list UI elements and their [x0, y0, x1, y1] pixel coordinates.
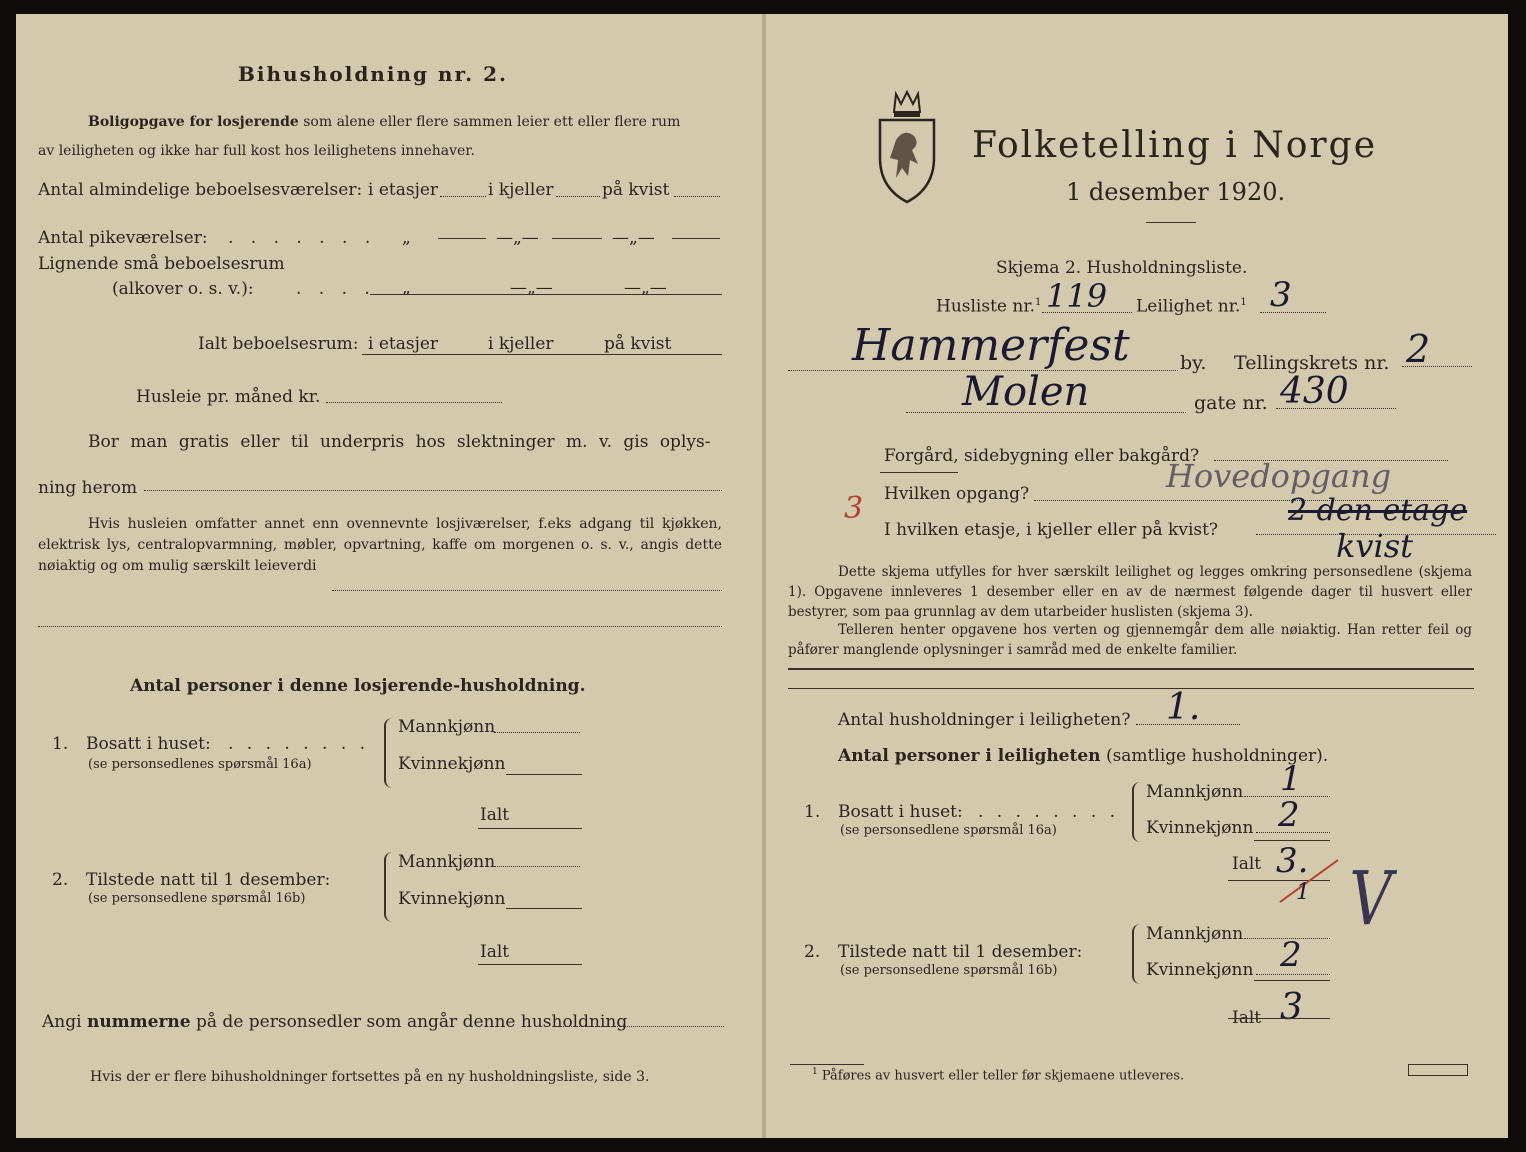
hw-etasje: 2 den etage	[1288, 493, 1468, 528]
folketelling-title: Folketelling i Norge	[972, 125, 1377, 166]
census-date: 1 desember 1920.	[1066, 178, 1286, 206]
l-q2-sub: (se personsedlene spørsmål 16b)	[88, 891, 306, 906]
l-q1-mann: Mannkjønn	[398, 717, 496, 737]
ialt-kjeller-label: i kjeller	[488, 334, 554, 354]
pike-ditto-c: —„—	[612, 228, 655, 248]
ant-hush-label: Antal husholdninger i leiligheten?	[838, 710, 1131, 730]
l-q1-kvinne: Kvinnekjønn	[398, 754, 506, 774]
antal-losjerende-heading: Antal personer i denne losjerende-husholdning.	[130, 676, 586, 696]
red-correction-stroke	[1276, 856, 1346, 906]
l-q1-sub: (se personsedlenes spørsmål 16a)	[88, 757, 312, 772]
printer-stamp	[1408, 1064, 1468, 1076]
r-q2-kvinne: Kvinnekjønn	[1146, 960, 1254, 980]
hw-husholdninger: 1.	[1166, 687, 1201, 728]
r-q2-mann: Mannkjønn	[1146, 924, 1244, 944]
intro-line2: av leiligheten og ikke har full kost hos leilighetens innehaver.	[38, 143, 475, 159]
rooms-label: Antal almindelige beboelsesværelser:	[38, 180, 363, 200]
hw-husliste-nr: 119	[1046, 277, 1108, 315]
l-q1-ialt: Ialt	[480, 805, 510, 825]
bihusholdning-title: Bihusholdning nr. 2.	[238, 62, 508, 86]
ant-pers-rest: (samtlige husholdninger).	[1105, 746, 1329, 766]
hw-q2-kvinne: 2	[1280, 935, 1302, 975]
lign-ditto-a: „	[402, 278, 411, 298]
r-q1-sub: (se personsedlene spørsmål 16a)	[840, 823, 1057, 838]
pike-ditto-b: —„—	[496, 228, 539, 248]
l-q2-label: Tilstede natt til 1 desember:	[86, 870, 331, 890]
l-q1-num: 1.	[52, 734, 69, 754]
lign-ditto-c: —„—	[624, 278, 667, 298]
hw-q2-ialt: 3	[1280, 987, 1303, 1028]
hvis-paragraph: Hvis husleien omfatter annet enn ovennevnte losjiværelser, f.eks adgang til kjøkken, elektrisk lys, centralopvarmning, møbler, opvartning, kaffe om morgenen o. s. v., angis dette nøiaktig og om mulig særskilt leieverdi	[38, 516, 722, 574]
dette-paragraph: Dette skjema utfylles for hver særskilt leilighet og legges omkring personsedlene (skjema 1). Opgavene innleveres 1 desember eller en av de nærmest følgende dager til husvert eller bestyrer, som paa grunnlag av dem utarbeider huslisten (skjema 3).	[788, 564, 1472, 620]
rooms-kjeller-label: i kjeller	[488, 180, 554, 200]
opgang-label: Hvilken opgang?	[884, 484, 1030, 504]
rooms-etasjer-label: i etasjer	[368, 180, 439, 200]
telleren-paragraph: Telleren henter opgavene hos verten og gjennemgår dem alle nøiaktig. Han retter feil og påfører manglende oplysninger i samråd med de enkelte familier.	[788, 622, 1472, 658]
l-q2-kvinne: Kvinnekjønn	[398, 889, 506, 909]
r-q2-ialt: Ialt	[1232, 1008, 1262, 1028]
l-q2-ialt: Ialt	[480, 942, 510, 962]
r-q2-sub: (se personsedlene spørsmål 16b)	[840, 963, 1058, 978]
forgaard-label: Forgård, sidebygning eller bakgård?	[884, 446, 1200, 466]
left-footer: Hvis der er flere bihusholdninger fortsettes på en ny husholdningsliste, side 3.	[90, 1069, 650, 1085]
hw-red-mark: 3	[844, 491, 864, 526]
pike-label: Antal pikeværelser:	[38, 228, 208, 248]
hw-leilighet-nr: 3	[1270, 275, 1292, 315]
r-q2-num: 2.	[804, 942, 821, 962]
skjema-label: Skjema 2. Husholdningsliste.	[996, 258, 1248, 278]
ant-pers-bold: Antal personer i leiligheten	[838, 746, 1101, 766]
hw-q1-mann: 1	[1280, 759, 1302, 799]
hw-by: Hammerfest	[852, 320, 1130, 371]
bor-line2: ning herom	[38, 478, 138, 498]
l-q2-num: 2.	[52, 870, 69, 890]
r-q1-mann: Mannkjønn	[1146, 782, 1244, 802]
ialt-kvist-label: på kvist	[604, 334, 672, 354]
pike-dots: . . . . . . .	[228, 228, 377, 248]
pike-ditto-a: „	[402, 228, 411, 248]
angi-a: Angi	[42, 1012, 82, 1032]
lign-line1: Lignende små beboelsesrum	[38, 254, 285, 274]
husleie-label: Husleie pr. måned kr.	[136, 387, 321, 407]
lign-ditto-b: —„—	[510, 278, 553, 298]
husliste-sup: 1	[1035, 297, 1042, 308]
hw-q1-ialt-red: 1	[1296, 880, 1310, 905]
r-q1-label: Bosatt i huset:	[838, 802, 963, 822]
hw-check: V	[1349, 856, 1393, 942]
by-label: by.	[1180, 352, 1207, 374]
left-page	[16, 14, 764, 1138]
tellingskrets-label: Tellingskrets nr.	[1234, 352, 1390, 374]
l-q1-dots: . . . . . . . .	[228, 734, 370, 754]
l-q2-mann: Mannkjønn	[398, 852, 496, 872]
rooms-kvist-label: på kvist	[602, 180, 670, 200]
angi-b: nummerne	[86, 1012, 191, 1032]
leilighet-label: Leilighet nr.	[1136, 296, 1241, 317]
l-q1-label: Bosatt i huset:	[86, 734, 211, 754]
intro-bold: Boligopgave for losjerende	[88, 114, 299, 130]
lign-dots: . . . .	[296, 279, 376, 299]
ialt-rum-label: Ialt beboelsesrum:	[198, 334, 359, 354]
hw-q1-kvinne: 2	[1278, 795, 1300, 835]
husliste-label: Husliste nr.	[936, 296, 1036, 317]
hw-gate-nr: 430	[1280, 371, 1349, 412]
footnote-sup: 1	[812, 1067, 818, 1077]
lign-line2: (alkover o. s. v.):	[112, 279, 254, 299]
hw-gate: Molen	[962, 369, 1090, 415]
footnote-text: Påføres av husvert eller teller før skjemaene utleveres.	[821, 1068, 1185, 1084]
intro-rest: som alene eller flere sammen leier ett eller flere rum	[303, 114, 681, 130]
bor-line1: Bor man gratis eller til underpris hos slektninger m. v. gis oplys-	[88, 432, 711, 452]
r-q1-num: 1.	[804, 802, 821, 822]
r-q1-ialt: Ialt	[1232, 854, 1262, 874]
hw-tellingskrets-nr: 2	[1406, 327, 1431, 371]
coat-of-arms-icon	[874, 88, 940, 206]
hw-kvist: kvist	[1336, 527, 1413, 565]
leilighet-sup: 1	[1240, 297, 1247, 308]
r-q2-label: Tilstede natt til 1 desember:	[838, 942, 1083, 962]
hw-q1-ialt: 3.	[1276, 841, 1309, 881]
r-q1-kvinne: Kvinnekjønn	[1146, 818, 1254, 838]
right-page	[766, 14, 1508, 1138]
etasje-label: I hvilken etasje, i kjeller eller på kvist?	[884, 520, 1219, 540]
ialt-etasjer-label: i etasjer	[368, 334, 439, 354]
angi-c: på de personsedler som angår denne husholdning	[196, 1012, 628, 1032]
r-q1-dots: . . . . . . . .	[978, 802, 1120, 822]
gate-label: gate nr.	[1194, 392, 1268, 414]
hw-opgang: Hovedopgang	[1166, 457, 1392, 495]
